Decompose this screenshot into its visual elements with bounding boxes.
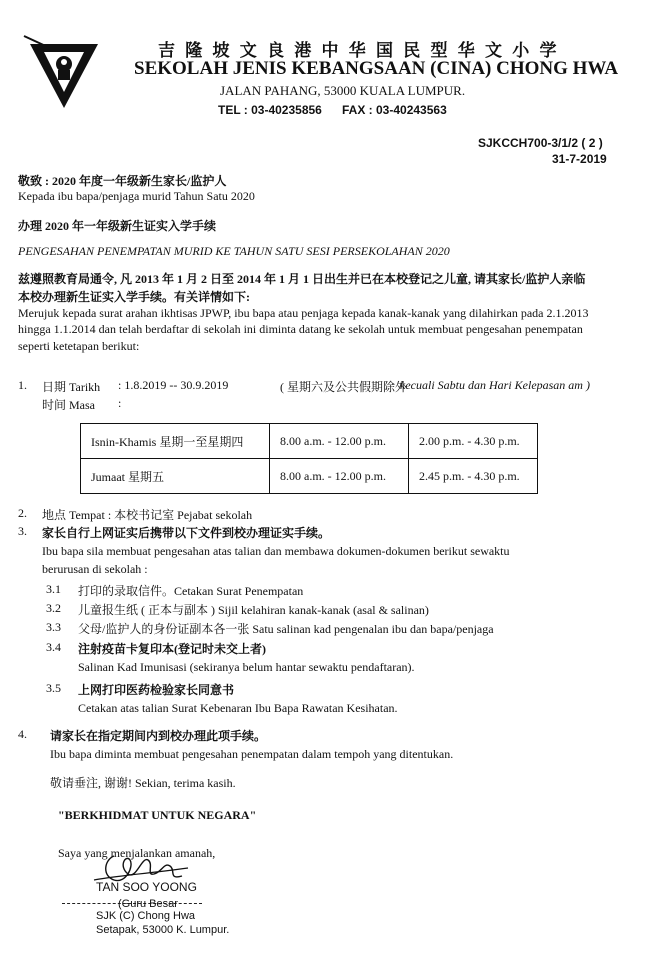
item4-zh: 请家长在指定期间内到校办理此项手续。 (50, 729, 267, 743)
reference-number: SJKCCH700-3/1/2 ( 2 ) (478, 136, 603, 150)
schedule-morning: 8.00 a.m. - 12.00 p.m. (270, 459, 409, 494)
tel-number: TEL : 03-40235856 (218, 103, 322, 117)
salutation-ms: Kepada ibu bapa/penjaga murid Tahun Satu 2020 (18, 189, 255, 203)
sub-item-text: 上网打印医药检验家长同意书 (78, 683, 235, 697)
sign-intro: Saya yang menjalankan amanah, (58, 846, 216, 860)
item1-time-label: 时间 Masa (42, 398, 95, 412)
table-row (81, 459, 538, 494)
sub-item-number: 3.4 (46, 640, 61, 654)
school-address: JALAN PAHANG, 53000 KUALA LUMPUR. (220, 83, 466, 98)
item3-zh: 家长自行上网证实后携带以下文件到校办理证实手续。 (42, 526, 331, 540)
item4-number: 4. (18, 727, 27, 741)
item4-ms: Ibu bapa diminta membuat pengesahan penempatan dalam tempoh yang ditentukan. (50, 747, 454, 761)
item2-number: 2. (18, 506, 27, 520)
item1-date-value: : 1.8.2019 -- 30.9.2019 (118, 378, 229, 392)
letter-date: 31-7-2019 (552, 152, 607, 166)
item1-time-colon: : (118, 396, 122, 410)
closing-text: 敬请垂注, 谢谢! Sekian, terima kasih. (50, 776, 236, 790)
item1-date-note-ms: kecuali Sabtu dan Hari Kelepasan am ) (400, 378, 590, 392)
title-zh: 办理 2020 年一年级新生证实入学手续 (18, 219, 217, 233)
sub-item-text-ms: Salinan Kad Imunisasi (sekiranya belum hantar sewaktu pendaftaran). (78, 660, 415, 674)
sub-item-number: 3.3 (46, 620, 61, 634)
salutation-zh: 敬致 : 2020 年度一年级新生家长/监护人 (18, 174, 227, 188)
intro-ms-line3: seperti ketetapan berikut: (18, 339, 140, 353)
sub-item-text: 儿童报生纸 ( 正本与副本 ) Sijil kelahiran kanak-kanak (asal & salinan) (78, 603, 429, 617)
intro-zh-line2: 本校办理新生证实入学手续。有关详情如下: (18, 290, 250, 304)
signatory-name: TAN SOO YOONG (96, 880, 197, 894)
intro-zh-line1: 兹遵照教育局通令, 凡 2013 年 1 月 2 日至 2014 年 1 月 1 日出生并已在本校登记之儿童, 请其家长/监护人亲临 (18, 272, 586, 286)
sub-item-text: 父母/监护人的身份证副本各一张 Satu salinan kad pengenalan ibu dan bapa/penjaga (78, 622, 494, 636)
item3-number: 3. (18, 524, 27, 538)
title-ms: PENGESAHAN PENEMPATAN MURID KE TAHUN SATU SESI PERSEKOLAHAN 2020 (18, 244, 450, 258)
fax-number: FAX : 03-40243563 (342, 103, 447, 117)
schedule-table (80, 423, 538, 494)
intro-ms-line2: hingga 1.1.2014 dan telah berdaftar di sekolah ini diminta datang ke sekolah untuk membuat pengesahan penempatan (18, 322, 583, 336)
item2-text: 地点 Tempat : 本校书记室 Pejabat sekolah (42, 508, 253, 522)
item3-ms-line1: Ibu bapa sila membuat pengesahan atas talian dan membawa dokumen-dokumen berikut sewaktu (42, 544, 510, 558)
signatory-school: SJK (C) Chong Hwa (96, 910, 196, 922)
sub-item-text-ms: Cetakan atas talian Surat Kebenaran Ibu Bapa Rawatan Kesihatan. (78, 701, 398, 715)
schedule-morning: 8.00 a.m. - 12.00 p.m. (270, 424, 409, 459)
motto: "BERKHIDMAT UNTUK NEGARA" (58, 808, 257, 822)
sub-item-number: 3.5 (46, 681, 61, 695)
item3-ms-line2: berurusan di sekolah : (42, 562, 148, 576)
item1-number: 1. (18, 378, 27, 392)
item1-date-label: 日期 Tarikh (42, 380, 101, 394)
item1-date-note-zh: ( 星期六及公共假期除外 (280, 380, 407, 394)
school-name: SEKOLAH JENIS KEBANGSAAN (CINA) CHONG HWA (134, 58, 619, 79)
sub-item-number: 3.2 (46, 601, 61, 615)
table-row (81, 424, 538, 459)
school-chinese-name: 吉 隆 坡 文 良 港 中 华 国 民 型 华 文 小 学 (158, 41, 560, 60)
schedule-day: Isnin-Khamis 星期一至星期四 (81, 424, 270, 459)
signatory-place: Setapak, 53000 K. Lumpur. (96, 924, 230, 936)
schedule-day: Jumaat 星期五 (81, 459, 270, 494)
sub-item-text: 注射疫苗卡复印本(登记时未交上者) (78, 642, 266, 656)
sub-item-number: 3.1 (46, 582, 61, 596)
intro-ms-line1: Merujuk kepada surat arahan ikhtisas JPWP, ibu bapa atau penjaga kepada kanak-kanak yang dilahirkan pada 2.1.2013 (18, 306, 589, 320)
schedule-afternoon: 2.45 p.m. - 4.30 p.m. (409, 459, 538, 494)
schedule-afternoon: 2.00 p.m. - 4.30 p.m. (409, 424, 538, 459)
sub-item-text: 打印的录取信件。Cetakan Surat Penempatan (78, 584, 304, 598)
signatory-position: (Guru Besar (118, 898, 178, 910)
school-logo (22, 30, 102, 112)
